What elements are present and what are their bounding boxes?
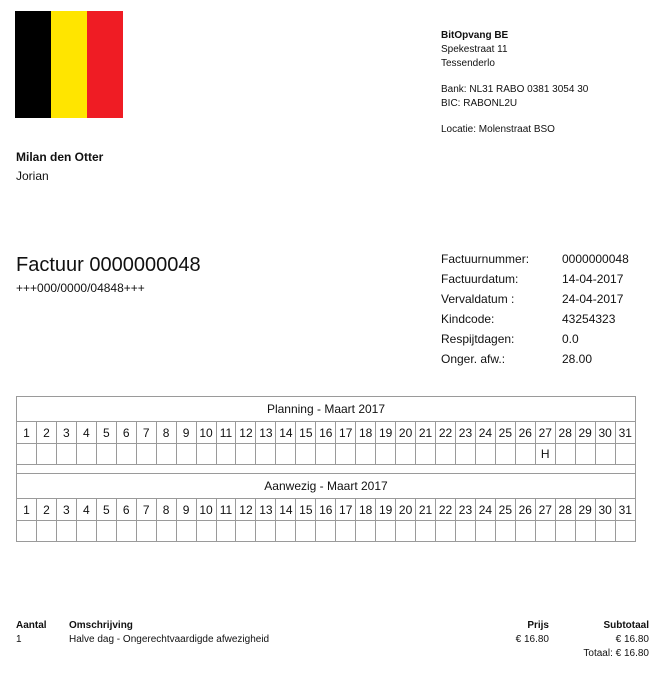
customer-info	[16, 148, 103, 186]
invoice-meta-label: Vervaldatum :	[441, 292, 515, 306]
planning-day-value	[256, 444, 276, 465]
invoice-meta-value: 24-04-2017	[562, 292, 624, 306]
planning-day-value	[17, 444, 37, 465]
attendance-day-number: 14	[276, 499, 296, 521]
invoice-meta-label: Factuurdatum:	[441, 272, 519, 286]
attendance-day-number: 4	[76, 499, 96, 521]
attendance-day-number: 7	[136, 499, 156, 521]
invoice-meta-row	[441, 249, 629, 269]
attendance-day-number: 20	[396, 499, 416, 521]
planning-day-value: H	[535, 444, 555, 465]
planning-day-number: 5	[96, 422, 116, 444]
planning-day-number: 15	[296, 422, 316, 444]
company-city: Tessenderlo	[441, 58, 495, 69]
attendance-day-value	[416, 521, 436, 542]
attendance-day-value	[376, 521, 396, 542]
belgian-flag-logo	[15, 11, 123, 118]
invoice-meta-value: 0000000048	[562, 252, 629, 266]
planning-day-value	[436, 444, 456, 465]
attendance-day-value	[575, 521, 595, 542]
planning-day-number: 9	[176, 422, 196, 444]
planning-day-value	[36, 444, 56, 465]
attendance-day-value	[17, 521, 37, 542]
planning-day-row	[17, 422, 636, 444]
header-prijs: Prijs	[527, 619, 549, 631]
attendance-day-number: 29	[575, 499, 595, 521]
attendance-day-value	[256, 521, 276, 542]
planning-day-number: 23	[455, 422, 475, 444]
header-subtotaal: Subtotaal	[603, 619, 649, 631]
invoice-meta-label: Kindcode:	[441, 312, 495, 326]
attendance-day-number: 31	[615, 499, 635, 521]
attendance-day-value	[76, 521, 96, 542]
attendance-day-value	[236, 521, 256, 542]
invoice-meta-row	[441, 349, 629, 369]
planning-day-value	[236, 444, 256, 465]
invoice-meta-label: Factuurnummer:	[441, 252, 530, 266]
attendance-day-number: 10	[196, 499, 216, 521]
attendance-day-value	[176, 521, 196, 542]
attendance-day-number: 22	[436, 499, 456, 521]
planning-day-value	[615, 444, 635, 465]
company-info	[441, 29, 588, 137]
invoice-meta-row	[441, 269, 629, 289]
attendance-day-value	[396, 521, 416, 542]
planning-day-number: 2	[36, 422, 56, 444]
planning-day-value	[96, 444, 116, 465]
attendance-day-number: 6	[116, 499, 136, 521]
attendance-day-value	[336, 521, 356, 542]
customer-child-name: Jorian	[16, 169, 49, 183]
planning-day-number: 10	[196, 422, 216, 444]
attendance-day-value	[196, 521, 216, 542]
invoice-lines-table	[16, 618, 649, 660]
planning-title: Planning - Maart 2017	[17, 397, 636, 422]
attendance-day-number: 2	[36, 499, 56, 521]
flag-stripe-black	[15, 11, 51, 118]
line-prijs: € 16.80	[515, 633, 549, 645]
planning-day-number: 8	[156, 422, 176, 444]
attendance-day-value	[615, 521, 635, 542]
planning-day-number: 20	[396, 422, 416, 444]
planning-day-number: 14	[276, 422, 296, 444]
attendance-day-number: 5	[96, 499, 116, 521]
attendance-day-number: 3	[56, 499, 76, 521]
planning-day-number: 13	[256, 422, 276, 444]
planning-day-value	[176, 444, 196, 465]
invoice-meta-row	[441, 289, 629, 309]
attendance-day-value	[595, 521, 615, 542]
planning-day-number: 24	[475, 422, 495, 444]
invoice-meta-row	[441, 329, 629, 349]
attendance-day-value	[316, 521, 336, 542]
planning-day-number: 21	[416, 422, 436, 444]
invoice-meta-row	[441, 309, 629, 329]
attendance-day-number: 17	[336, 499, 356, 521]
attendance-day-number: 26	[515, 499, 535, 521]
planning-day-value	[216, 444, 236, 465]
invoice-title: Factuur 0000000048	[16, 254, 201, 276]
attendance-day-number: 13	[256, 499, 276, 521]
attendance-day-value	[216, 521, 236, 542]
attendance-day-value	[555, 521, 575, 542]
planning-title-row	[17, 397, 636, 422]
attendance-day-value	[116, 521, 136, 542]
planning-day-value	[136, 444, 156, 465]
invoice-lines-header	[16, 618, 649, 632]
attendance-day-number: 24	[475, 499, 495, 521]
attendance-value-row	[17, 521, 636, 542]
planning-day-value	[196, 444, 216, 465]
attendance-day-number: 27	[535, 499, 555, 521]
header-omschrijving: Omschrijving	[69, 619, 133, 631]
planning-day-value	[156, 444, 176, 465]
company-name: BitOpvang BE	[441, 30, 509, 41]
invoice-meta-value: 14-04-2017	[562, 272, 624, 286]
company-bank: Bank: NL31 RABO 0381 3054 30	[441, 84, 589, 95]
invoice-total-row	[16, 646, 649, 660]
planning-day-value	[116, 444, 136, 465]
attendance-day-value	[436, 521, 456, 542]
attendance-day-number: 19	[376, 499, 396, 521]
planning-day-value	[296, 444, 316, 465]
planning-day-value	[356, 444, 376, 465]
attendance-day-value	[535, 521, 555, 542]
planning-day-number: 29	[575, 422, 595, 444]
planning-day-number: 28	[555, 422, 575, 444]
flag-stripe-red	[87, 11, 123, 118]
attendance-day-value	[495, 521, 515, 542]
planning-day-value	[76, 444, 96, 465]
attendance-day-number: 21	[416, 499, 436, 521]
attendance-day-number: 9	[176, 499, 196, 521]
planning-day-number: 7	[136, 422, 156, 444]
planning-day-value	[316, 444, 336, 465]
planning-day-number: 11	[216, 422, 236, 444]
calendar-spacer	[17, 465, 636, 474]
invoice-meta-value: 28.00	[562, 352, 593, 366]
planning-day-number: 30	[595, 422, 615, 444]
planning-day-value	[575, 444, 595, 465]
invoice-meta-value: 0.0	[562, 332, 579, 346]
invoice-total: Totaal: € 16.80	[583, 647, 649, 659]
planning-value-row	[17, 444, 636, 465]
attendance-day-value	[96, 521, 116, 542]
customer-parent-name: Milan den Otter	[16, 150, 104, 164]
attendance-day-value	[276, 521, 296, 542]
company-bic: BIC: RABONL2U	[441, 98, 518, 109]
planning-day-value	[376, 444, 396, 465]
planning-day-number: 4	[76, 422, 96, 444]
attendance-day-number: 12	[236, 499, 256, 521]
payment-reference: +++000/0000/04848+++	[16, 281, 145, 295]
attendance-day-value	[156, 521, 176, 542]
attendance-day-number: 30	[595, 499, 615, 521]
attendance-day-value	[356, 521, 376, 542]
attendance-day-number: 28	[555, 499, 575, 521]
company-street: Spekestraat 11	[441, 44, 508, 55]
invoice-meta-label: Onger. afw.:	[441, 352, 506, 366]
attendance-title: Aanwezig - Maart 2017	[17, 474, 636, 499]
attendance-day-number: 11	[216, 499, 236, 521]
invoice-meta-label: Respijtdagen:	[441, 332, 515, 346]
line-aantal: 1	[16, 633, 22, 645]
planning-day-number: 17	[336, 422, 356, 444]
attendance-day-value	[515, 521, 535, 542]
planning-day-value	[276, 444, 296, 465]
company-location: Locatie: Molenstraat BSO	[441, 124, 555, 135]
line-omschrijving: Halve dag - Ongerechtvaardigde afwezigheid	[69, 633, 270, 645]
planning-day-value	[416, 444, 436, 465]
planning-day-number: 19	[376, 422, 396, 444]
attendance-day-number: 8	[156, 499, 176, 521]
header-aantal: Aantal	[16, 619, 47, 631]
planning-day-number: 12	[236, 422, 256, 444]
invoice-meta-table	[441, 249, 629, 369]
planning-day-number: 27	[535, 422, 555, 444]
planning-day-value	[336, 444, 356, 465]
attendance-day-value	[136, 521, 156, 542]
planning-day-value	[56, 444, 76, 465]
attendance-day-value	[475, 521, 495, 542]
attendance-day-value	[296, 521, 316, 542]
planning-day-value	[455, 444, 475, 465]
line-subtotaal: € 16.80	[615, 633, 649, 645]
planning-day-value	[515, 444, 535, 465]
planning-day-number: 6	[116, 422, 136, 444]
attendance-day-number: 1	[17, 499, 37, 521]
planning-day-number: 25	[495, 422, 515, 444]
attendance-day-number: 16	[316, 499, 336, 521]
attendance-title-row	[17, 474, 636, 499]
planning-day-number: 3	[56, 422, 76, 444]
attendance-day-number: 18	[356, 499, 376, 521]
planning-day-value	[475, 444, 495, 465]
invoice-meta-value: 43254323	[562, 312, 616, 326]
attendance-day-row	[17, 499, 636, 521]
attendance-day-value	[455, 521, 475, 542]
planning-day-number: 26	[515, 422, 535, 444]
attendance-day-value	[36, 521, 56, 542]
attendance-day-number: 25	[495, 499, 515, 521]
attendance-day-number: 23	[455, 499, 475, 521]
attendance-day-number: 15	[296, 499, 316, 521]
planning-day-value	[396, 444, 416, 465]
planning-day-value	[555, 444, 575, 465]
attendance-day-value	[56, 521, 76, 542]
calendar-table	[16, 396, 636, 542]
planning-day-value	[595, 444, 615, 465]
planning-day-number: 18	[356, 422, 376, 444]
planning-day-number: 16	[316, 422, 336, 444]
flag-stripe-yellow	[51, 11, 87, 118]
invoice-line-row	[16, 632, 649, 646]
planning-day-number: 1	[17, 422, 37, 444]
planning-day-value	[495, 444, 515, 465]
planning-day-number: 31	[615, 422, 635, 444]
planning-day-number: 22	[436, 422, 456, 444]
calendar-spacer-row	[17, 465, 636, 474]
